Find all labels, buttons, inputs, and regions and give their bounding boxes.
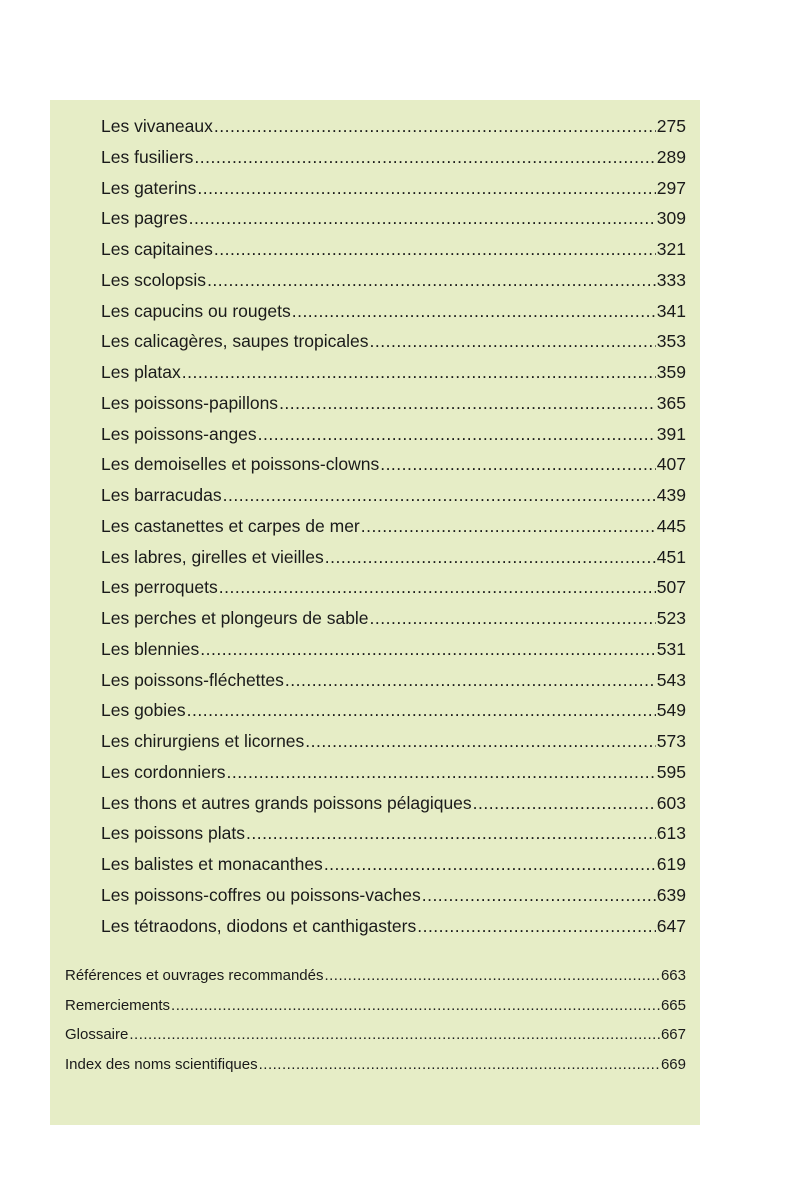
toc-entry[interactable] xyxy=(50,542,700,573)
toc-entry[interactable] xyxy=(50,419,700,450)
toc-dot-leader xyxy=(187,695,656,726)
toc-entry[interactable] xyxy=(50,511,700,542)
toc-entry-title: Les labres, girelles et vieilles xyxy=(101,546,324,567)
toc-entry-page-number: 603 xyxy=(656,792,686,813)
toc-entry-page-number: 451 xyxy=(656,546,686,567)
toc-dot-leader xyxy=(200,634,656,665)
toc-entry-page-number: 297 xyxy=(656,177,686,198)
toc-entry-page-number: 353 xyxy=(656,331,686,352)
toc-entry-page-number: 289 xyxy=(656,146,686,167)
toc-dot-leader xyxy=(246,818,656,849)
toc-entry-page-number: 669 xyxy=(660,1055,686,1073)
toc-entry-page-number: 407 xyxy=(656,454,686,475)
toc-dot-leader xyxy=(324,849,656,880)
toc-dot-leader xyxy=(422,880,656,911)
toc-panel xyxy=(50,100,700,1125)
toc-entry[interactable] xyxy=(50,695,700,726)
toc-entry[interactable] xyxy=(50,234,700,265)
toc-entry-page-number: 507 xyxy=(656,577,686,598)
toc-entry[interactable] xyxy=(50,357,700,388)
toc-dot-leader xyxy=(207,265,656,296)
toc-entry-title: Les gobies xyxy=(101,700,186,721)
toc-entry[interactable] xyxy=(50,142,700,173)
toc-entry[interactable] xyxy=(50,1050,700,1080)
toc-dot-leader xyxy=(370,326,656,357)
toc-entry-page-number: 665 xyxy=(660,996,686,1014)
toc-entry-title: Les demoiselles et poissons-clowns xyxy=(101,454,380,475)
toc-dot-leader xyxy=(214,234,656,265)
toc-entry[interactable] xyxy=(50,265,700,296)
toc-dot-leader xyxy=(219,572,656,603)
toc-entry-page-number: 663 xyxy=(660,967,686,984)
toc-entry-page-number: 341 xyxy=(656,300,686,321)
toc-entry[interactable] xyxy=(50,665,700,696)
toc-entry-title: Les barracudas xyxy=(101,485,222,505)
toc-dot-leader xyxy=(227,757,656,788)
toc-entry-page-number: 549 xyxy=(656,700,686,721)
toc-entry[interactable] xyxy=(50,757,700,788)
toc-entry-page-number: 531 xyxy=(656,638,686,659)
toc-entry-title: Les poissons-papillons xyxy=(101,392,279,413)
toc-back-matter-list xyxy=(50,961,700,1079)
toc-entry-title: Références et ouvrages recommandés xyxy=(65,967,324,984)
toc-entry-title: Les scolopsis xyxy=(101,269,207,290)
toc-entry-page-number: 309 xyxy=(656,208,686,229)
toc-entry-title: Les tétraodons, diodons et canthigasters xyxy=(101,915,417,936)
toc-entry-title: Les thons et autres grands poissons pélagiques xyxy=(101,792,472,813)
toc-entry-page-number: 359 xyxy=(656,362,686,382)
toc-entry-title: Les perroquets xyxy=(101,577,218,598)
toc-entry-page-number: 595 xyxy=(656,761,686,782)
toc-dot-leader xyxy=(370,603,656,634)
toc-entry-page-number: 619 xyxy=(656,854,686,874)
toc-entry[interactable] xyxy=(50,572,700,603)
toc-entry-page-number: 365 xyxy=(656,392,686,413)
toc-entry-page-number: 667 xyxy=(660,1026,686,1043)
toc-dot-leader xyxy=(223,480,656,511)
toc-entry[interactable] xyxy=(50,818,700,849)
toc-entry[interactable] xyxy=(50,911,700,942)
toc-dot-leader xyxy=(285,665,656,696)
toc-entry-page-number: 647 xyxy=(656,915,686,936)
toc-entry-title: Les vivaneaux xyxy=(101,116,213,136)
toc-entry-page-number: 639 xyxy=(656,884,686,905)
toc-main-list xyxy=(50,111,700,941)
toc-dot-leader xyxy=(417,911,656,942)
toc-entry-page-number: 445 xyxy=(656,515,686,536)
toc-entry-title: Les fusiliers xyxy=(101,146,194,167)
toc-entry-title: Les capucins ou rougets xyxy=(101,300,291,321)
toc-entry-title: Les gaterins xyxy=(101,177,197,198)
toc-dot-leader xyxy=(197,173,655,204)
toc-entry-page-number: 333 xyxy=(656,269,686,290)
toc-entry[interactable] xyxy=(50,991,700,1021)
toc-dot-leader xyxy=(279,388,656,419)
toc-dot-leader xyxy=(171,991,660,1021)
toc-entry-title: Remerciements xyxy=(65,996,171,1014)
toc-entry-title: Les poissons-anges xyxy=(101,423,257,444)
toc-entry-title: Les calicagères, saupes tropicales xyxy=(101,331,369,352)
toc-entry-title: Les pagres xyxy=(101,208,188,229)
toc-entry-title: Les cordonniers xyxy=(101,761,226,782)
toc-entry-title: Les blennies xyxy=(101,638,200,659)
toc-dot-leader xyxy=(258,419,656,450)
toc-entry-title: Les balistes et monacanthes xyxy=(101,854,323,874)
toc-entry[interactable] xyxy=(50,203,700,234)
toc-entry-page-number: 613 xyxy=(656,823,686,844)
toc-entry-page-number: 439 xyxy=(656,485,686,505)
toc-entry-page-number: 523 xyxy=(656,608,686,628)
toc-entry[interactable] xyxy=(50,480,700,511)
toc-entry[interactable] xyxy=(50,449,700,480)
toc-dot-leader xyxy=(361,511,656,542)
toc-entry[interactable] xyxy=(50,788,700,819)
toc-entry-title: Index des noms scientifiques xyxy=(65,1055,258,1073)
toc-entry-title: Les capitaines xyxy=(101,239,213,259)
toc-entry[interactable] xyxy=(50,849,700,880)
toc-dot-leader xyxy=(292,296,656,327)
toc-entry-title: Les perches et plongeurs de sable xyxy=(101,608,369,628)
toc-entry[interactable] xyxy=(50,173,700,204)
toc-dot-leader xyxy=(380,449,656,480)
toc-entry[interactable] xyxy=(50,388,700,419)
toc-entry[interactable] xyxy=(50,726,700,757)
toc-entry-title: Les castanettes et carpes de mer xyxy=(101,515,360,536)
toc-entry[interactable] xyxy=(50,603,700,634)
toc-dot-leader xyxy=(305,726,656,757)
toc-entry-page-number: 275 xyxy=(656,116,686,136)
toc-dot-leader xyxy=(324,961,660,991)
toc-dot-leader xyxy=(129,1020,660,1050)
toc-dot-leader xyxy=(259,1050,660,1080)
toc-entry-title: Les poissons-coffres ou poissons-vaches xyxy=(101,884,421,905)
toc-entry-title: Les poissons-fléchettes xyxy=(101,669,284,690)
toc-entry-page-number: 391 xyxy=(656,423,686,444)
toc-entry[interactable] xyxy=(50,961,700,991)
toc-entry-title: Glossaire xyxy=(65,1026,129,1043)
toc-entry-page-number: 321 xyxy=(656,239,686,259)
toc-entry[interactable] xyxy=(50,634,700,665)
toc-dot-leader xyxy=(325,542,656,573)
toc-entry[interactable] xyxy=(50,111,700,142)
toc-dot-leader xyxy=(194,142,655,173)
toc-entry-title: Les chirurgiens et licornes xyxy=(101,731,305,751)
toc-entry-page-number: 573 xyxy=(656,731,686,751)
toc-dot-leader xyxy=(473,788,656,819)
toc-entry[interactable] xyxy=(50,296,700,327)
toc-entry-title: Les poissons plats xyxy=(101,823,245,844)
toc-entry[interactable] xyxy=(50,326,700,357)
toc-dot-leader xyxy=(189,203,656,234)
toc-dot-leader xyxy=(214,111,656,142)
toc-entry-page-number: 543 xyxy=(656,669,686,690)
toc-entry[interactable] xyxy=(50,880,700,911)
toc-dot-leader xyxy=(182,357,656,388)
toc-entry[interactable] xyxy=(50,1020,700,1050)
toc-entry-title: Les platax xyxy=(101,362,181,382)
